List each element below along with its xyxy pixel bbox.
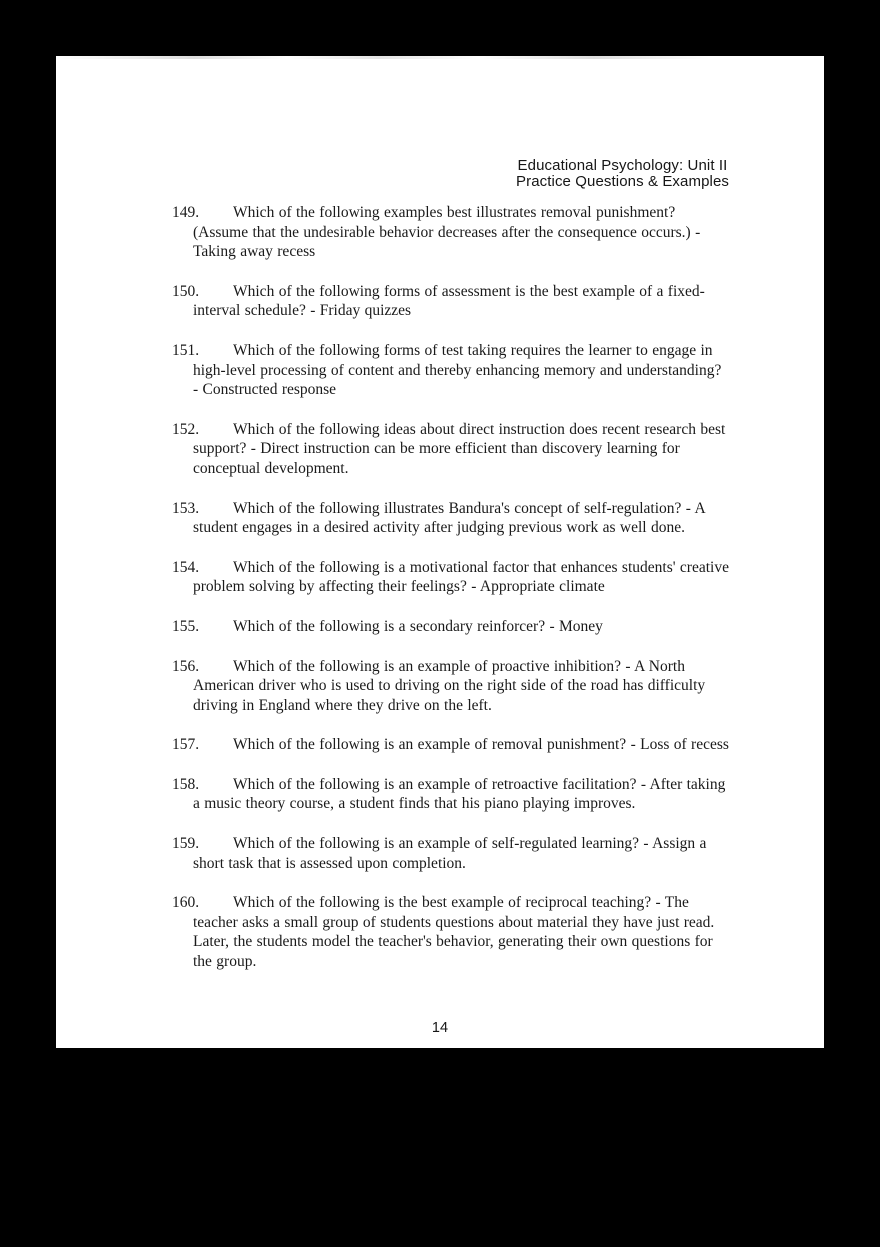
question-text: Which of the following forms of assessment is the best example of a fixed-interval schedule? - Friday quizzes	[193, 282, 705, 320]
question-number: 158.	[172, 775, 200, 793]
question-number: 149.	[172, 204, 200, 221]
question-item	[172, 341, 730, 400]
question-item	[172, 203, 730, 262]
question-number: 150.	[172, 282, 200, 300]
question-number: 153.	[172, 499, 200, 517]
question-number: 157.	[172, 736, 200, 754]
question-text: Which of the following is the best example of reciprocal teaching? - The teacher asks a small group of students questions about material they have just read. Later, the students model the teacher's behavior, generating their own questions for the group.	[193, 894, 715, 971]
question-text: Which of the following forms of test taking requires the learner to engage in high-level processing of content and thereby enhancing memory and understanding? - Constructed response	[193, 341, 722, 399]
question-text: Which of the following is an example of retroactive facilitation? - After taking a music theory course, a student finds that his piano playing improves.	[193, 775, 726, 813]
page-header	[516, 158, 729, 189]
document-page	[56, 56, 824, 1048]
header-title-line2: Practice Questions & Examples	[516, 172, 729, 190]
question-number: 160.	[172, 894, 200, 912]
question-list	[172, 203, 730, 992]
question-text: Which of the following is an example of proactive inhibition? - A North American driver who is used to driving on the right side of the road has difficulty driving in England where they drive on the left.	[193, 657, 706, 714]
header-title-line1: Educational Psychology: Unit II	[517, 157, 728, 174]
question-item	[172, 893, 730, 971]
question-number: 154.	[172, 558, 200, 576]
question-item	[172, 558, 730, 597]
question-text: Which of the following is a secondary reinforcer? - Money	[233, 617, 603, 635]
question-item	[172, 420, 730, 479]
question-number: 156.	[172, 657, 200, 675]
question-item	[172, 735, 730, 755]
question-number: 152.	[172, 420, 200, 438]
scan-artifact	[56, 56, 824, 59]
question-text: Which of the following is a motivational factor that enhances students' creative problem solving by affecting their feelings? - Appropriate climate	[193, 558, 729, 596]
question-number: 159.	[172, 835, 200, 853]
question-text: Which of the following illustrates Bandura's concept of self-regulation? - A student engages in a desired activity after judging previous work as well done.	[193, 499, 705, 537]
question-text: Which of the following is an example of removal punishment? - Loss of recess	[233, 736, 729, 754]
question-item	[172, 617, 730, 637]
question-item	[172, 775, 730, 814]
question-number: 155.	[172, 617, 200, 635]
question-text: Which of the following ideas about direct instruction does recent research best support? - Direct instruction can be more efficient than discovery learning for conceptual development.	[193, 420, 726, 477]
question-item	[172, 834, 730, 873]
page-number: 14	[431, 1020, 449, 1036]
question-item	[172, 282, 730, 321]
question-number: 151.	[172, 341, 200, 359]
question-text: Which of the following examples best illustrates removal punishment? (Assume that the undesirable behavior decreases after the consequence occurs.) - Taking away recess	[193, 204, 701, 261]
question-item	[172, 657, 730, 716]
question-text: Which of the following is an example of self-regulated learning? - Assign a short task that is assessed upon completion.	[193, 835, 707, 872]
question-item	[172, 499, 730, 538]
